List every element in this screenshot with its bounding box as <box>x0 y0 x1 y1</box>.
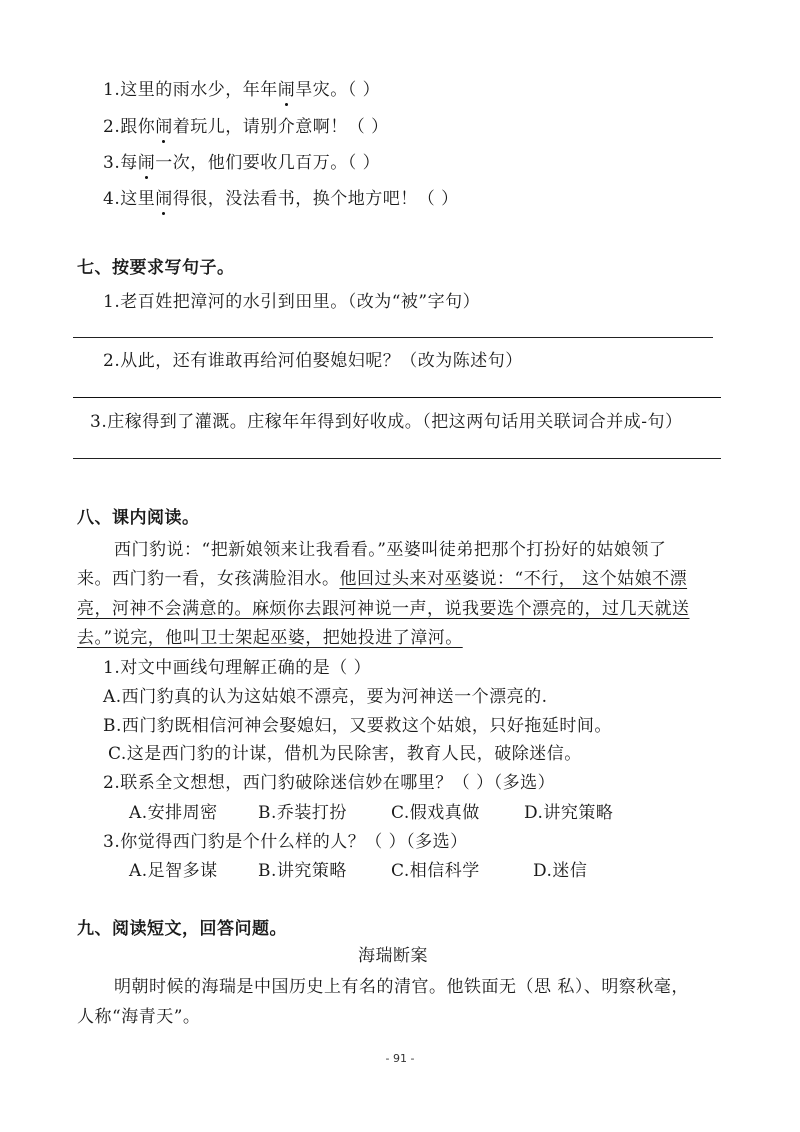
dotted-character: 闹 <box>155 189 173 209</box>
reading-q2-option-b: B.乔装打扮 <box>258 803 347 823</box>
reading-q3-option-b: B.讲究策略 <box>258 861 347 881</box>
passage-line-1: 西门豹说：“把新娘领来让我看看。”巫婆叫徒弟把那个打扮好的姑娘领了 <box>114 540 667 560</box>
dotted-character: 闹 <box>137 153 156 173</box>
item-text-after: 着玩儿，请别介意啊！（ ） <box>172 117 389 137</box>
reading-q3-option-c: C.相信科学 <box>391 861 480 881</box>
page-number: - 91 - <box>385 1052 415 1065</box>
dotted-character: 闹 <box>277 80 296 100</box>
section6-item-3 <box>103 152 380 174</box>
section8-heading: 八、课内阅读。 <box>77 508 200 528</box>
reading-question-3: 3.你觉得西门豹是个什么样的人？（ ）（多选） <box>103 832 468 852</box>
item-text-after: 旱灾。（ ） <box>295 80 381 100</box>
section6-item-2 <box>103 116 389 138</box>
passage-underlined-text: 他回过头来对巫婆说：“不行， 这个姑娘不漂 <box>339 569 688 589</box>
reading-q1-option-c: C.这是西门豹的计谋，借机为民除害，教育人民，破除迷信。 <box>108 744 582 764</box>
reading-q2-option-c: C.假戏真做 <box>391 803 480 823</box>
passage-plain-text: 来。西门豹一看，女孩满脸泪水。 <box>77 569 340 589</box>
reading-question-1: 1.对文中画线句理解正确的是（ ） <box>103 658 372 678</box>
item-text-before: 3.每 <box>103 153 138 173</box>
section7-heading: 七、按要求写句子。 <box>77 258 235 278</box>
item-text-before: 4.这里 <box>103 189 156 209</box>
item-text-before: 2.跟你 <box>103 117 156 137</box>
section9-heading: 九、阅读短文，回答问题。 <box>77 919 287 939</box>
section7-question-3: 3.庄稼得到了灌溉。庄稼年年得到好收成。（把这两句话用关联词合并成-句） <box>90 412 683 432</box>
section7-question-1: 1.老百姓把漳河的水引到田里。（改为“被”字句） <box>103 292 481 312</box>
dotted-character: 闹 <box>155 117 173 137</box>
section6-item-4 <box>103 188 459 210</box>
answer-line-2[interactable] <box>73 397 721 398</box>
answer-line-3[interactable] <box>73 458 721 459</box>
reading-q2-option-a: A.安排周密 <box>129 803 218 823</box>
item-text-after: 一次，他们要收几百万。（ ） <box>155 153 381 173</box>
reading-q1-option-a: A.西门豹真的认为这姑娘不漂亮，要为河神送一个漂亮的. <box>103 687 548 707</box>
article-line-1: 明朝时候的海瑞是中国历史上有名的清官。他铁面无（思 私）、明察秋毫， <box>114 977 689 997</box>
answer-line-1[interactable] <box>73 337 713 338</box>
section7-question-2: 2.从此，还有谁敢再给河伯娶媳妇呢？（改为陈述句） <box>103 351 523 371</box>
article-line-2: 人称“海青天”。 <box>77 1007 201 1027</box>
reading-question-2: 2.联系全文想想，西门豹破除迷信妙在哪里？（ ）（多选） <box>103 773 556 793</box>
reading-q3-option-d: D.迷信 <box>533 861 588 881</box>
reading-q2-option-d: D.讲究策略 <box>524 803 614 823</box>
passage-line-3: 亮，河神不会满意的。麻烦你去跟河神说一声，说我要选个漂亮的，过几天就送 <box>77 599 690 619</box>
passage-line-2 <box>77 568 687 590</box>
reading-q1-option-b: B.西门豹既相信河神会娶媳妇，又要救这个姑娘，只好拖延时间。 <box>103 716 612 736</box>
item-text-before: 1.这里的雨水少，年年 <box>103 80 278 100</box>
reading-q3-option-a: A.足智多谋 <box>129 861 218 881</box>
passage-line-4: 去。”说完，他叫卫士架起巫婆，把她投进了漳河。 <box>77 628 463 648</box>
item-text-after: 得很，没法看书，换个地方吧！（ ） <box>172 189 459 209</box>
section6-item-1 <box>103 79 380 101</box>
article-title: 海瑞断案 <box>358 946 428 966</box>
